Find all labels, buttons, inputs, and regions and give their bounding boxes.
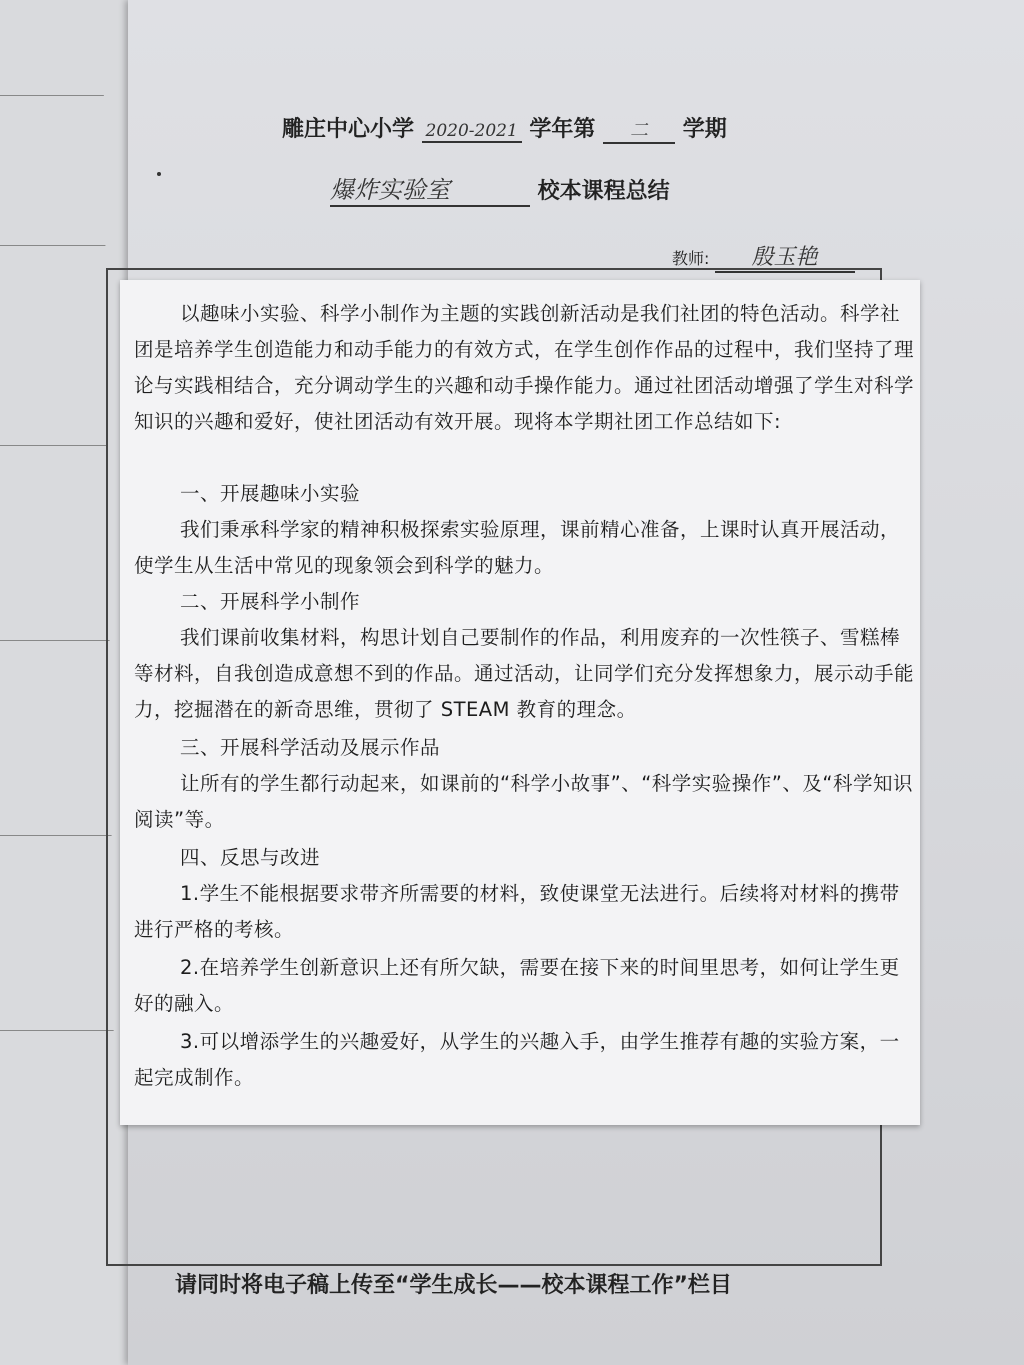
school-year-label: 学年第 (529, 117, 596, 142)
ink-dot (157, 172, 161, 176)
section-heading-4: 四、反思与改进 (180, 846, 321, 869)
course-line (330, 170, 670, 207)
section-1-body: 我们秉承科学家的精神积极探索实验原理，课前精心准备，上课时认真开展活动，使学生从生活中常见的现象领会到科学的魅力。 (134, 518, 901, 577)
school-name: 雕庄中心小学 (282, 117, 415, 142)
term-label: 学期 (682, 117, 727, 142)
section-heading-1: 一、开展趣味小实验 (180, 482, 361, 505)
section-heading-3: 三、开展科学活动及展示作品 (180, 736, 441, 759)
upload-instruction: 请同时将电子稿上传至“学生成长——校本课程工作”栏目 (175, 1273, 732, 1298)
term-value: 二 (603, 116, 675, 144)
section-3-body: 让所有的学生都行动起来，如课前的“科学小故事”、“科学实验操作”、及“科学知识阅读”等。 (134, 772, 914, 831)
section-2-body: 我们课前收集材料，构思计划自己要制作的作品，利用废弃的一次性筷子、雪糕棒等材料，自我创造成意想不到的作品。通过活动，让同学们充分发挥想象力，展示动手能力，挖掘潜在的新奇思维，贯彻了 STEAM 教育的理念。 (134, 626, 915, 721)
reflection-item-2: 2.在培养学生创新意识上还有所欠缺，需要在接下来的时间里思考，如何让学生更好的融入。 (134, 956, 900, 1015)
intro-paragraph: 以趣味小实验、科学小制作为主题的实践创新活动是我们社团的特色活动。科学社团是培养学生创造能力和动手能力的有效方式，在学生创作作品的过程中，我们坚持了理论与实践相结合，充分调动学生的兴趣和动手操作能力。通过社团活动增强了学生对科学知识的兴趣和爱好，使社团活动有效开展。现将本学期社团工作总结如下: (134, 302, 915, 433)
school-year-value: 2020-2021 (422, 121, 522, 143)
course-summary-label: 校本课程总结 (537, 179, 670, 204)
title-line (282, 112, 727, 144)
reflection-item-1: 1.学生不能根据要求带齐所需要的材料，致使课堂无法进行。后续将对材料的携带进行严格的考核。 (134, 882, 900, 941)
teacher-name-value: 殷玉艳 (715, 240, 855, 273)
course-name-value: 爆炸实验室 (330, 170, 530, 207)
pasted-summary-sheet (120, 280, 920, 1125)
reflection-item-3: 3.可以增添学生的兴趣爱好，从学生的兴趣入手，由学生推荐有趣的实验方案，一起完成制作。 (134, 1030, 900, 1089)
section-heading-2: 二、开展科学小制作 (180, 590, 361, 613)
teacher-label: 教师: (672, 249, 710, 268)
